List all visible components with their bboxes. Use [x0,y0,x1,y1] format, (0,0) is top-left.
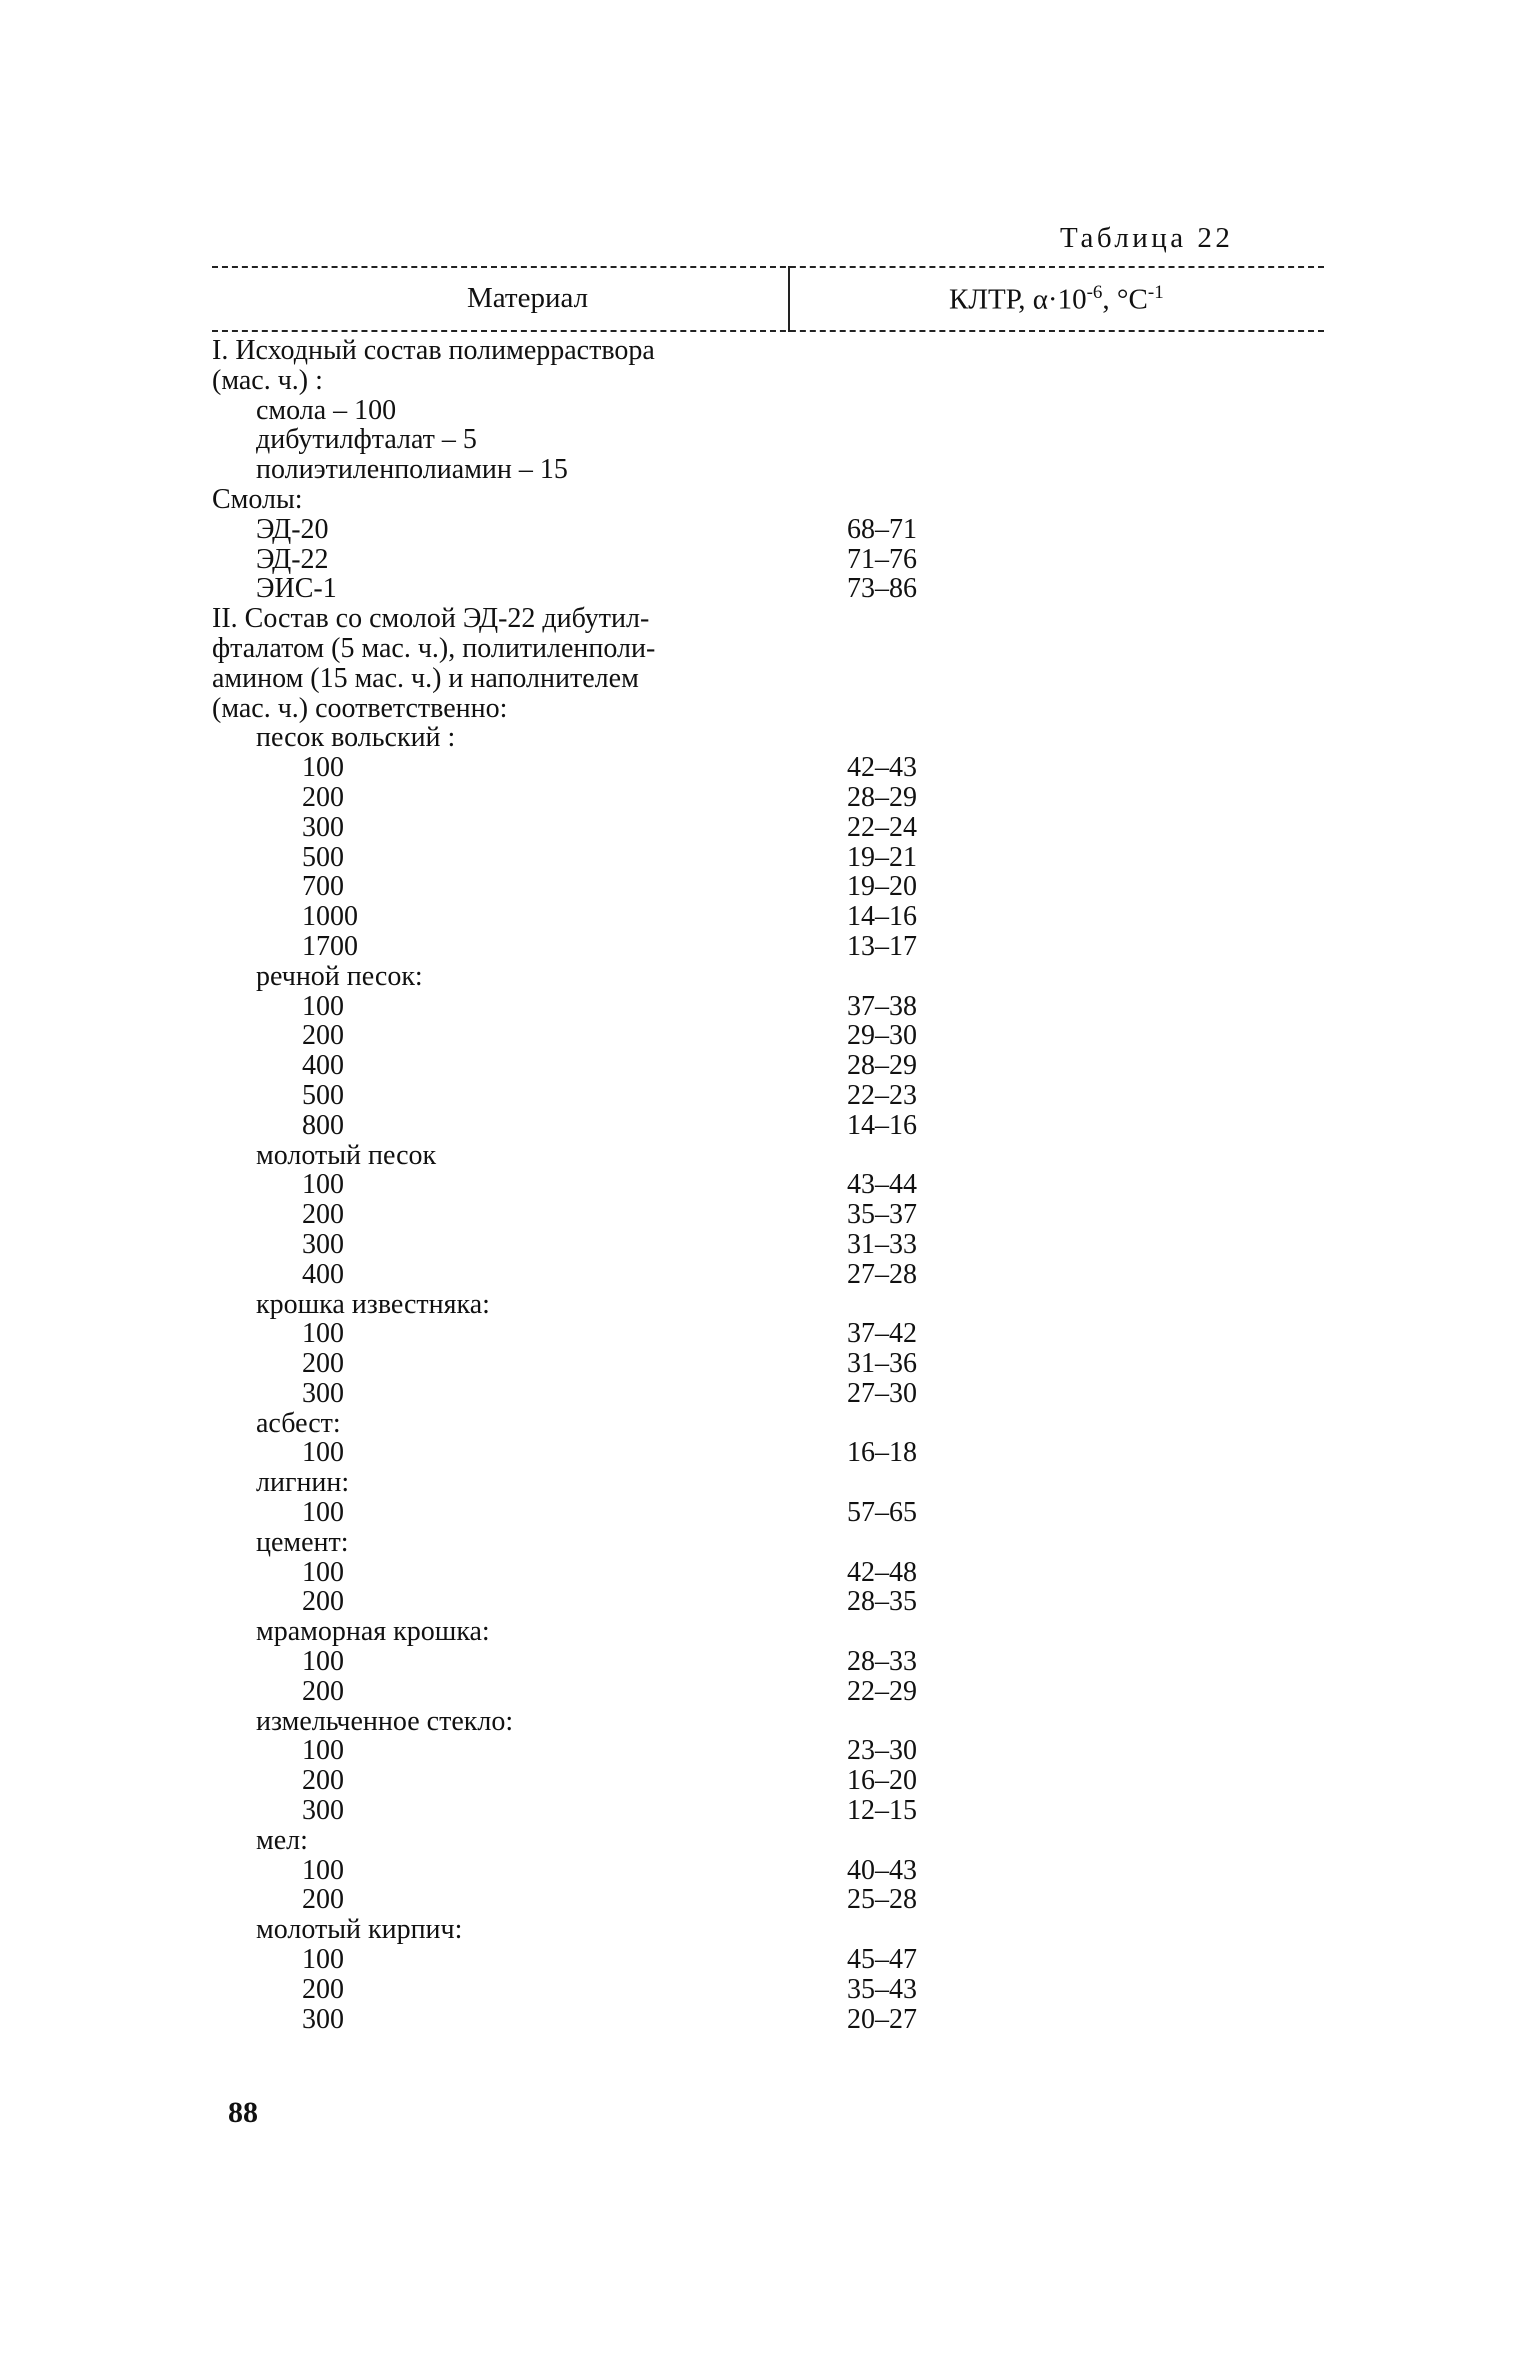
row-material: 100 [302,1735,344,1767]
row-material: 1700 [302,930,358,962]
row-kltr-value: 28–33 [847,1646,917,1678]
row-kltr-value: 27–28 [847,1258,917,1290]
row-material: 200 [302,1675,344,1707]
table-row [212,902,1324,932]
table-row [212,604,1324,634]
row-material: 100 [302,752,344,784]
row-material: песок вольский : [256,722,456,754]
row-material: асбест: [256,1407,341,1439]
table-row [212,813,1324,843]
row-kltr-value: 25–28 [847,1884,917,1916]
row-material: 200 [302,1586,344,1618]
row-kltr-value: 35–37 [847,1199,917,1231]
table-row [212,1856,1324,1886]
data-table [212,266,1324,2034]
row-material: 700 [302,871,344,903]
row-material: 100 [302,990,344,1022]
row-material: мел: [256,1824,308,1856]
row-kltr-value: 12–15 [847,1795,917,1827]
table-row [212,1617,1324,1647]
row-material: 200 [302,1973,344,2005]
row-material: 500 [302,841,344,873]
row-kltr-value: 23–30 [847,1735,917,1767]
row-kltr-value: 27–30 [847,1377,917,1409]
row-material: дибутилфталат – 5 [256,424,477,456]
row-material: I. Исходный состав полимерраствора [212,335,655,366]
table-row [212,1021,1324,1051]
table-row [212,455,1324,485]
row-material: ЭИС-1 [256,573,337,605]
table-row [212,1528,1324,1558]
table-row [212,1945,1324,1975]
table-row [212,1141,1324,1171]
row-material: 100 [302,1497,344,1529]
row-material: (мас. ч.) соответственно: [212,692,508,724]
row-kltr-value: 35–43 [847,1973,917,2005]
row-kltr-value: 29–30 [847,1020,917,1052]
row-material: 300 [302,1377,344,1409]
header-kltr-prefix: КЛТР, [949,283,1033,316]
row-material: 100 [302,1556,344,1588]
row-material: 200 [302,1348,344,1380]
row-material: 300 [302,1795,344,1827]
table-row [212,485,1324,515]
table-row [212,1319,1324,1349]
table-row [212,1587,1324,1617]
row-kltr-value: 22–24 [847,811,917,843]
row-material: 100 [302,1169,344,1201]
row-kltr-value: 43–44 [847,1169,917,1201]
table-row [212,425,1324,455]
row-material: крошка известняка: [256,1288,490,1320]
row-kltr-value: 22–23 [847,1079,917,1111]
table-row [212,1647,1324,1677]
table-row [212,1081,1324,1111]
table-body [212,332,1324,2034]
row-kltr-value: 20–27 [847,2003,917,2035]
row-kltr-value: 28–35 [847,1586,917,1618]
table-row [212,694,1324,724]
table-row [212,396,1324,426]
table-row [212,1438,1324,1468]
table-row [212,1409,1324,1439]
row-kltr-value: 16–18 [847,1437,917,1469]
row-material: 200 [302,1199,344,1231]
table-row [212,336,1324,366]
table-row [212,1170,1324,1200]
row-kltr-value: 22–29 [847,1675,917,1707]
row-material: полиэтиленполиамин – 15 [256,454,568,486]
row-material: молотый песок [256,1139,437,1171]
table-row [212,1051,1324,1081]
table-row [212,1290,1324,1320]
row-kltr-value: 42–43 [847,752,917,784]
table-row [212,574,1324,604]
page-number: 88 [228,2096,258,2129]
table-row [212,634,1324,664]
row-material: 400 [302,1050,344,1082]
table-row [212,1766,1324,1796]
row-material: цемент: [256,1526,349,1558]
row-material: 100 [302,1854,344,1886]
row-material: речной песок: [256,960,423,992]
row-kltr-value: 28–29 [847,781,917,813]
table-row [212,723,1324,753]
header-kltr-unit: , °С [1102,283,1148,316]
row-kltr-value: 68–71 [847,513,917,545]
row-material: молотый кирпич: [256,1914,463,1946]
table-row [212,753,1324,783]
table-row [212,515,1324,545]
row-kltr-value: 31–36 [847,1348,917,1380]
row-material: фталатом (5 мас. ч.), политиленполи- [212,632,656,664]
row-kltr-value: 19–21 [847,841,917,873]
table-row [212,783,1324,813]
row-material: 100 [302,1646,344,1678]
table-row [212,1349,1324,1379]
row-material: 100 [302,1437,344,1469]
header-kltr-exponent: -6 [1086,282,1103,303]
table-row [212,962,1324,992]
table-row [212,1230,1324,1260]
header-kltr-alpha: α·10 [1032,283,1087,316]
row-material: 400 [302,1258,344,1290]
row-material: 200 [302,1765,344,1797]
row-kltr-value: 42–48 [847,1556,917,1588]
table-row [212,1260,1324,1290]
row-material: смола – 100 [256,394,397,426]
row-material: 500 [302,1079,344,1111]
row-kltr-value: 14–16 [847,901,917,933]
row-kltr-value: 28–29 [847,1050,917,1082]
row-material: измельченное стекло: [256,1705,514,1737]
row-material: 300 [302,811,344,843]
row-kltr-value: 40–43 [847,1854,917,1886]
row-kltr-value: 45–47 [847,1944,917,1976]
table-header [212,268,1324,330]
row-material: 300 [302,1228,344,1260]
table-row [212,1498,1324,1528]
table-row [212,1200,1324,1230]
header-kltr-unit-exponent: -1 [1147,282,1164,303]
table-row [212,1111,1324,1141]
row-material: 300 [302,2003,344,2035]
row-kltr-value: 19–20 [847,871,917,903]
row-material: 1000 [302,901,358,933]
table-row [212,1915,1324,1945]
row-material: 800 [302,1109,344,1141]
row-material: 100 [302,1944,344,1976]
row-kltr-value: 37–38 [847,990,917,1022]
row-kltr-value: 31–33 [847,1228,917,1260]
table-row [212,1468,1324,1498]
row-kltr-value: 13–17 [847,930,917,962]
table-row [212,1677,1324,1707]
table-row [212,1707,1324,1737]
header-material: Материал [467,282,589,314]
row-kltr-value: 16–20 [847,1765,917,1797]
table-row [212,872,1324,902]
row-material: мраморная крошка: [256,1616,490,1648]
row-kltr-value: 14–16 [847,1109,917,1141]
row-material: ЭД-22 [256,543,329,575]
table-row [212,843,1324,873]
row-material: 200 [302,1020,344,1052]
table-row [212,1736,1324,1766]
table-row [212,1975,1324,2005]
table-row [212,2005,1324,2035]
table-row [212,1885,1324,1915]
table-row [212,366,1324,396]
table-row [212,545,1324,575]
table-row [212,664,1324,694]
table-row [212,1558,1324,1588]
table-row [212,1826,1324,1856]
table-row [212,932,1324,962]
table-row [212,992,1324,1022]
row-material: Смолы: [212,483,303,515]
row-material: (мас. ч.) : [212,364,323,396]
row-material: 200 [302,781,344,813]
row-kltr-value: 37–42 [847,1318,917,1350]
row-material: II. Состав со смолой ЭД-22 дибутил- [212,603,650,635]
row-material: 100 [302,1318,344,1350]
row-material: лигнин: [256,1467,350,1499]
table-row [212,1796,1324,1826]
row-material: 200 [302,1884,344,1916]
header-column-separator [788,266,790,332]
header-kltr [949,282,1164,317]
row-kltr-value: 73–86 [847,573,917,605]
row-kltr-value: 57–65 [847,1497,917,1529]
table-caption: Таблица 22 [1060,222,1234,254]
table-row [212,1379,1324,1409]
row-material: ЭД-20 [256,513,329,545]
row-material: амином (15 мас. ч.) и наполнителем [212,662,639,694]
row-kltr-value: 71–76 [847,543,917,575]
